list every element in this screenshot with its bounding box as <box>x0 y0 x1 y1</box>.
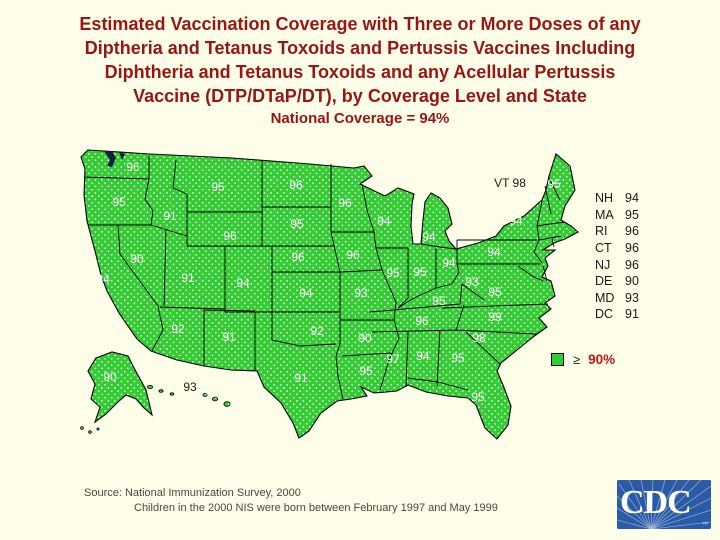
state-label-OR: 95 <box>112 195 126 209</box>
cdc-logo-text: CDC <box>620 484 691 521</box>
state-label-ND: 96 <box>289 178 303 192</box>
state-label-IN: 95 <box>413 265 427 279</box>
state-label-MO: 93 <box>354 286 368 300</box>
title-line-2: Diptheria and Tetanus Toxoids and Pertussis Vaccines Including <box>84 38 636 58</box>
state-label-KY: 95 <box>432 294 446 308</box>
state-label-FL: 95 <box>471 390 485 404</box>
state-abbr: RI <box>595 224 608 239</box>
hawaii-island <box>147 385 152 388</box>
state-label-OH: 94 <box>442 256 456 270</box>
state-label-PA: 94 <box>487 245 501 259</box>
state-label-VA: 95 <box>488 285 502 299</box>
cdc-logo-trademark: ™ <box>702 522 708 528</box>
state-label-GA: 95 <box>451 351 465 365</box>
state-label-ID: 91 <box>163 209 177 223</box>
state-label-CA: 94 <box>96 272 110 286</box>
state-label-KS: 94 <box>299 286 313 300</box>
state-label-HI: 93 <box>183 380 197 394</box>
state-abbr: NH <box>595 191 614 206</box>
state-abbr: MD <box>595 290 615 305</box>
state-label-NE: 96 <box>291 250 305 264</box>
state-label-NM: 91 <box>222 330 236 344</box>
state-label-SC: 98 <box>472 331 486 345</box>
state-label-SD: 95 <box>290 217 304 231</box>
state-list-row <box>595 240 645 257</box>
state-abbr: MA <box>595 207 614 222</box>
state-label-IA: 96 <box>346 248 360 262</box>
state-label-AR: 90 <box>358 331 372 345</box>
title-line-1: Estimated Vaccination Coverage with Three or More Doses of any <box>79 14 641 34</box>
source-line-1: Source: National Immunization Survey, 2000 <box>84 487 301 499</box>
state-label-NV: 90 <box>130 252 144 266</box>
lower48-landmass <box>81 150 581 439</box>
hawaii-island <box>224 402 230 407</box>
state-list-row <box>595 306 645 323</box>
state-list-row <box>595 207 645 224</box>
state-value: 96 <box>625 257 639 272</box>
state-label-AK: 90 <box>103 370 117 384</box>
state-list-row <box>595 256 645 273</box>
title-line-4: Vaccine (DTP/DTaP/DT), by Coverage Level and State <box>133 86 587 106</box>
state-label-WV: 93 <box>465 275 479 289</box>
state-label-AZ: 92 <box>171 322 185 336</box>
state-value: 95 <box>625 207 639 222</box>
state-label-TX: 91 <box>294 371 308 385</box>
state-abbr: DE <box>595 274 613 289</box>
state-value: 94 <box>625 191 639 206</box>
state-value: 93 <box>625 290 639 305</box>
state-label-WI: 94 <box>377 214 391 228</box>
state-abbr: DC <box>595 307 614 322</box>
state-label-MT: 95 <box>211 180 225 194</box>
state-list-row <box>595 223 645 240</box>
cdc-logo <box>617 480 711 529</box>
source-note <box>84 486 498 515</box>
state-list-row <box>595 190 645 207</box>
aleutian-island <box>89 431 92 434</box>
state-value: 91 <box>625 307 639 322</box>
legend-threshold-label: 90% <box>588 352 616 367</box>
aleutian-island <box>97 428 99 430</box>
state-label-WA: 96 <box>126 160 140 174</box>
national-coverage-subtitle: National Coverage = 94% <box>270 110 450 127</box>
state-label-MS: 97 <box>386 352 400 366</box>
state-label-ME: 95 <box>547 177 561 191</box>
legend-color-swatch <box>551 353 564 366</box>
state-label-MI: 94 <box>422 230 436 244</box>
legend <box>551 352 615 367</box>
hawaii-island <box>159 390 163 393</box>
state-label-VT: VT 98 <box>494 176 526 190</box>
alaska-landmass <box>88 352 152 422</box>
hawaii-island <box>212 397 217 401</box>
state-label-TN: 96 <box>415 314 429 328</box>
state-label-OK: 92 <box>310 324 324 338</box>
legend-operator: ≥ <box>573 352 581 367</box>
state-label-CO: 94 <box>236 276 250 290</box>
state-label-MN: 96 <box>338 196 352 210</box>
state-label-UT: 91 <box>181 271 195 285</box>
state-label-LA: 95 <box>359 364 373 378</box>
small-state-list <box>595 190 645 323</box>
source-line-2: Children in the 2000 NIS were born between February 1997 and May 1999 <box>134 501 498 514</box>
title-line-3: Diphtheria and Tetanus Toxoids and any Acellular Pertussis <box>104 62 616 82</box>
state-label-IL: 95 <box>386 266 400 280</box>
state-label-NY: 94 <box>509 214 523 228</box>
state-value: 96 <box>625 224 639 239</box>
hawaii-island <box>203 394 207 397</box>
aleutian-island <box>81 427 84 430</box>
state-label-WY: 96 <box>223 229 237 243</box>
state-list-row <box>595 290 645 307</box>
state-value: 96 <box>625 241 639 256</box>
hawaii-island <box>170 393 174 395</box>
state-abbr: CT <box>595 241 612 256</box>
state-list-row <box>595 273 645 290</box>
state-label-AL: 94 <box>416 349 430 363</box>
state-abbr: NJ <box>595 257 611 272</box>
state-label-NC: 99 <box>488 310 502 324</box>
state-value: 90 <box>625 274 639 289</box>
